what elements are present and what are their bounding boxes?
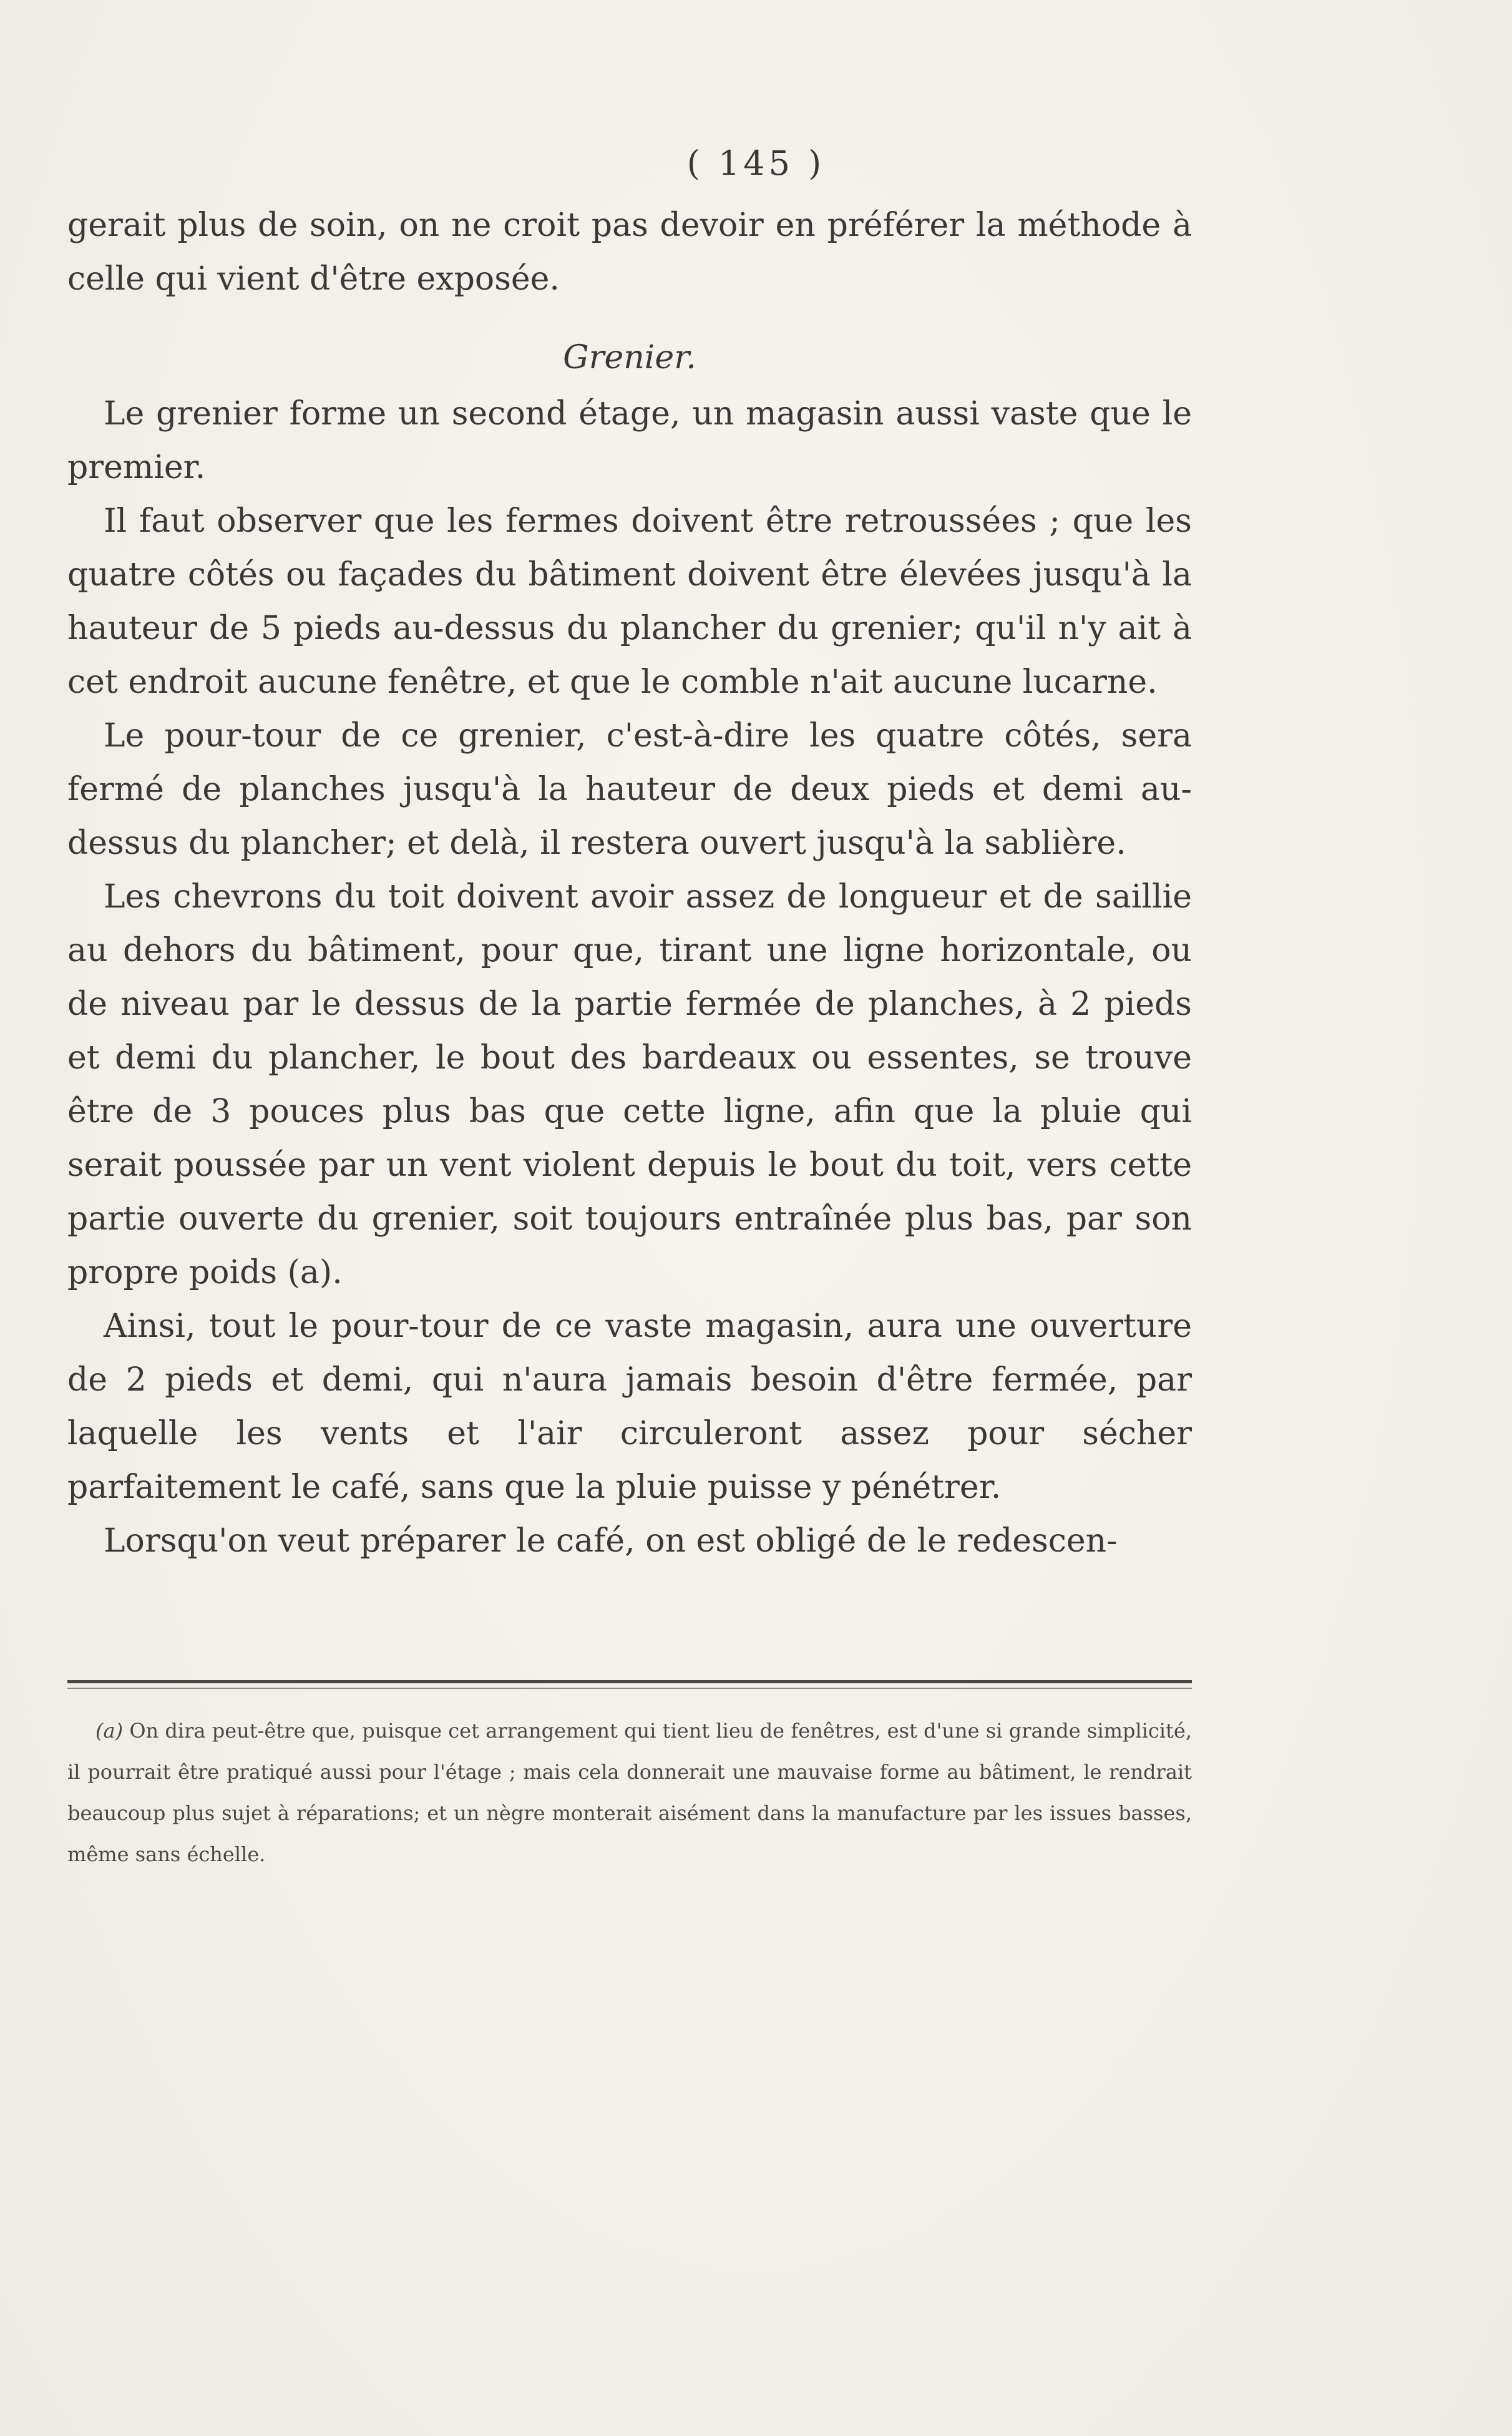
paragraph: Le grenier forme un second étage, un magasin aussi vaste que le premier. xyxy=(67,395,1192,486)
paragraph-continuation: gerait plus de soin, on ne croit pas devoir en préférer la méthode à celle qui vient d'être exposée. xyxy=(67,207,1192,298)
footnote xyxy=(67,1710,1192,1875)
page-number: ( 145 ) xyxy=(686,144,826,183)
footnote-mark: (a) xyxy=(95,1719,124,1743)
paragraph: Lorsqu'on veut préparer le café, on est obligé de le redescen- xyxy=(104,1522,1118,1560)
footnote-text: On dira peut-être que, puisque cet arrangement qui tient lieu de fenêtres, est d'une si grande simplicité, il pourrait être pratiqué aussi pour l'étage ; mais cela donnerait une mauvaise forme au bâtiment, le rendrait beaucoup plus sujet à réparations; et un nègre monterait aisément dans la manufacture par les issues basses, même sans échelle. xyxy=(67,1719,1193,1866)
paragraph: Le pour-tour de ce grenier, c'est-à-dire les quatre côtés, sera fermé de planches jusqu'à la hauteur de deux pieds et demi au-dessus du plancher; et delà, il restera ouvert jusqu'à la sablière. xyxy=(67,717,1192,862)
footnote-paragraph xyxy=(67,1710,1192,1875)
main-text xyxy=(67,198,1192,1568)
paragraph: Il faut observer que les fermes doivent être retroussées ; que les quatre côtés ou façades du bâtiment doivent être élevées jusqu'à la hauteur de 5 pieds au-dessus du plancher du grenier; qu'il n'y ait à cet endroit aucune fenêtre, et que le comble n'ait aucune lucarne. xyxy=(67,502,1192,701)
footnote-divider xyxy=(67,1680,1192,1683)
paragraph: Ainsi, tout le pour-tour de ce vaste magasin, aura une ouverture de 2 pieds et demi, qui n'aura jamais besoin d'être fermée, par laquelle les vents et l'air circuleront assez pour sécher parfaitement le café, sans que la pluie puisse y pénétrer. xyxy=(67,1308,1192,1506)
section-heading: Grenier. xyxy=(563,339,696,376)
footnote-divider-thin xyxy=(67,1688,1192,1689)
paragraph: Les chevrons du toit doivent avoir assez de longueur et de saillie au dehors du bâtiment, pour que, tirant une ligne horizontale, ou de niveau par le dessus de la partie fermée de planches, à 2 pieds et demi du plancher, le bout des bardeaux ou essentes, se trouve être de 3 pouces plus bas que cette ligne, afin que la pluie qui serait poussée par un vent violent depuis le bout du toit, vers cette partie ouverte du grenier, soit toujours entraînée plus bas, par son propre poids (a). xyxy=(67,878,1192,1291)
